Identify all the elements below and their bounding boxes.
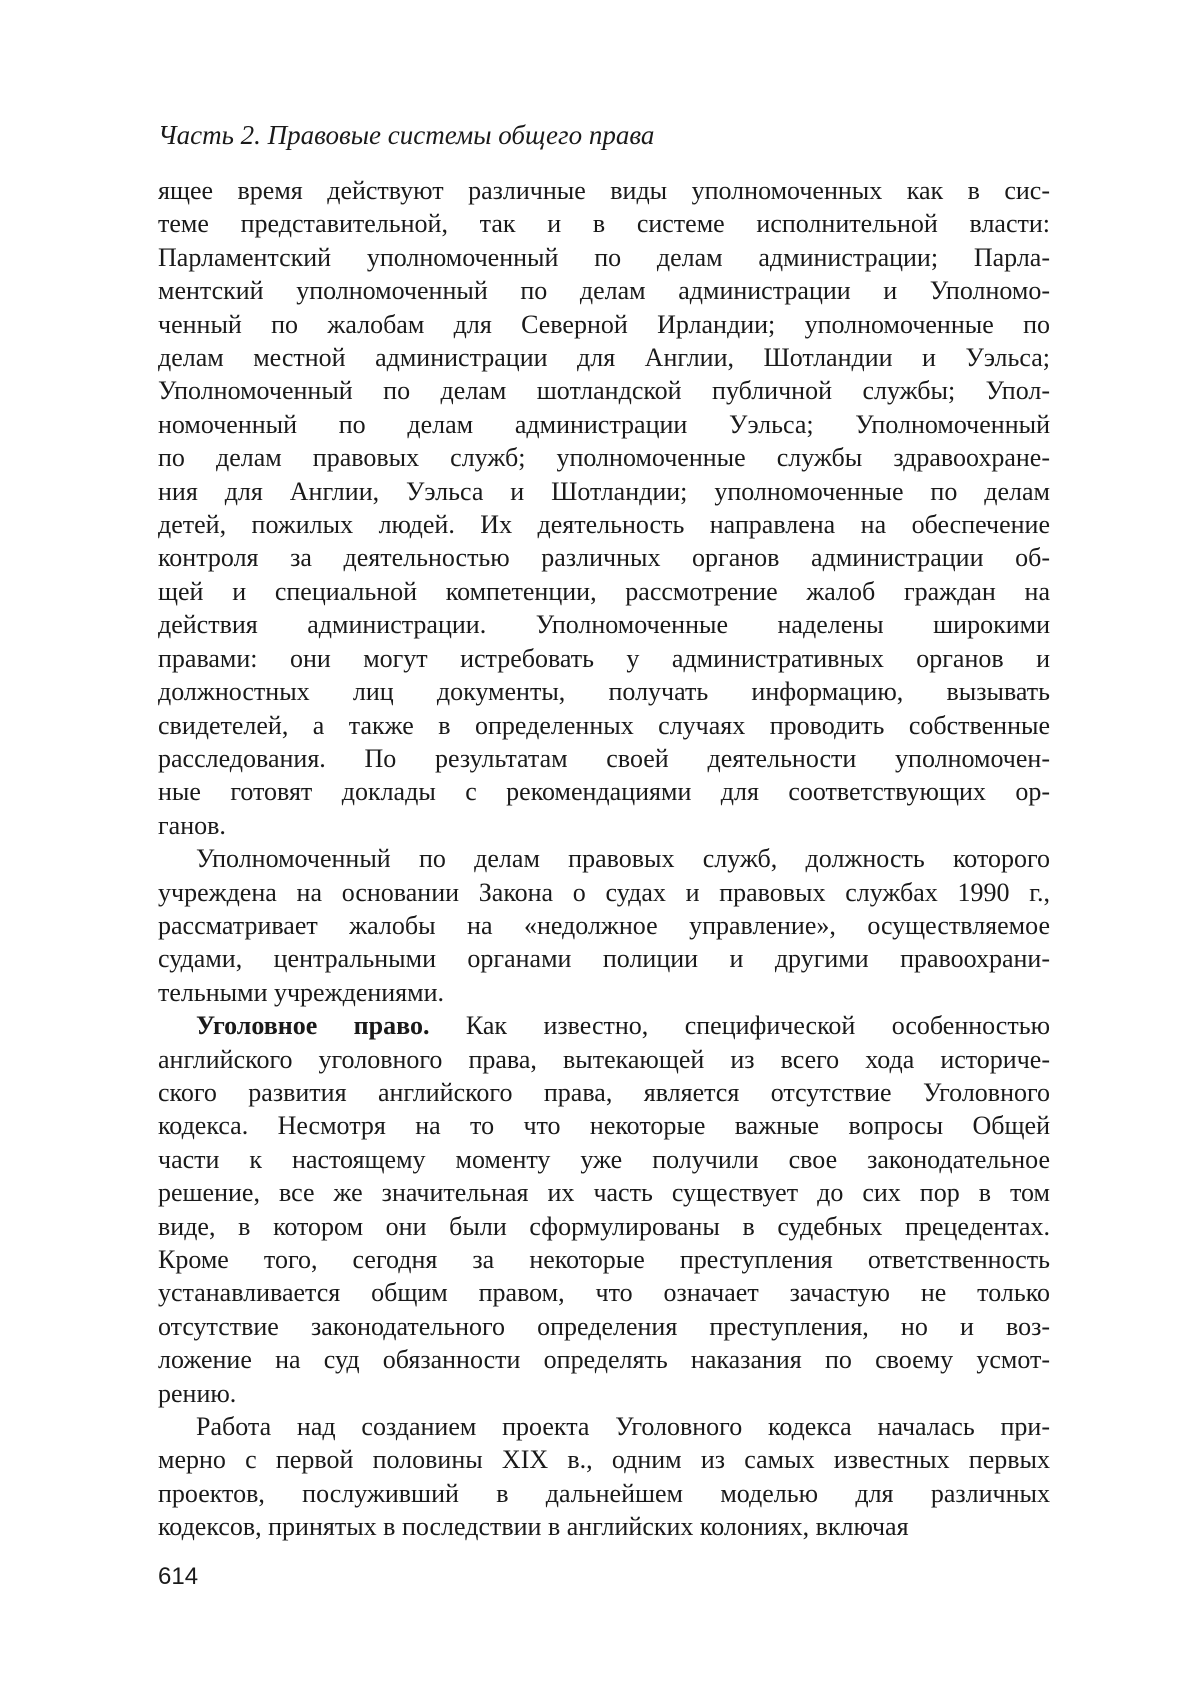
text-line: Кроме того, сегодня за некоторые преступления ответственность: [158, 1245, 1050, 1274]
section-heading: Уголовное право.: [196, 1011, 430, 1041]
text-line: щей и специальной компетенции, рассмотрение жалоб граждан на: [158, 576, 1050, 606]
text-line: Уполномоченный по делам правовых служб, должность которого: [196, 844, 1050, 874]
text-line: по делам правовых служб; уполномоченные службы здравоохране-: [158, 443, 1050, 473]
paragraph: [158, 1009, 1050, 1410]
text-line: ящее время действуют различные виды уполномоченных как в сис-: [158, 176, 1050, 205]
text-line: части к настоящему моменту уже получили свое законодательное: [158, 1144, 1050, 1174]
text-line: ментский уполномоченный по делам администрации и Уполномо-: [158, 276, 1050, 306]
page-number: 614: [158, 1563, 199, 1590]
book-page: [158, 0, 1050, 1699]
text-line: рассматривает жалобы на «недолжное управление», осуществляемое: [158, 910, 1050, 940]
text-line: должностных лиц документы, получать информацию, вызывать: [158, 677, 1050, 707]
text-line: ченный по жалобам для Северной Ирландии; уполномоченные по: [158, 309, 1050, 339]
text-line: отсутствие законодательного определения преступления, но и воз-: [158, 1311, 1050, 1341]
text-line: свидетелей, а также в определенных случаях проводить собственные: [158, 710, 1050, 740]
text-line: действия администрации. Уполномоченные наделены широкими: [158, 610, 1050, 640]
text-line: теме представительной, так и в системе исполнительной власти:: [158, 209, 1050, 239]
text-line: мерно с первой половины XIX в., одним из самых известных первых: [158, 1445, 1050, 1475]
text-line: ганов.: [158, 810, 226, 840]
text-line: устанавливается общим правом, что означает зачастую не только: [158, 1278, 1050, 1308]
text-line: расследования. По результатам своей деятельности уполномочен-: [158, 743, 1050, 773]
text-line: номоченный по делам администрации Уэльса; Уполномоченный: [158, 409, 1050, 439]
paragraph: [158, 1410, 1050, 1544]
text-line: ложение на суд обязанности определять наказания по своему усмот-: [158, 1345, 1050, 1375]
paragraph: [158, 842, 1050, 1009]
text-line: кодексов, принятых в последствии в английских колониях, включая: [158, 1512, 909, 1542]
text-line: контроля за деятельностью различных органов администрации об-: [158, 543, 1050, 573]
text-line: Уполномоченный по делам шотландской публичной службы; Упол-: [158, 376, 1050, 406]
text-line: английского уголовного права, вытекающей из всего хода историче-: [158, 1044, 1050, 1074]
text-line: Работа над созданием проекта Уголовного кодекса началась при-: [196, 1412, 1050, 1442]
text-line: детей, пожилых людей. Их деятельность направлена на обеспечение: [158, 510, 1050, 540]
text-line: виде, в котором они были сформулированы в судебных прецедентах.: [158, 1211, 1050, 1241]
running-header: Часть 2. Правовые системы общего права: [158, 120, 655, 150]
text-line: правами: они могут истребовать у административных органов и: [158, 643, 1050, 673]
text-line: Парламентский уполномоченный по делам администрации; Парла-: [158, 242, 1050, 272]
text-line: учреждена на основании Закона о судах и правовых службах 1990 г.,: [158, 877, 1050, 907]
text-line: рению.: [158, 1378, 237, 1408]
text-line: ния для Англии, Уэльса и Шотландии; уполномоченные по делам: [158, 476, 1050, 506]
paragraph: [158, 174, 1050, 842]
text-line: тельными учреждениями.: [158, 977, 444, 1007]
text-line: проектов, послуживший в дальнейшем моделью для различных: [158, 1478, 1050, 1508]
text-line: решение, все же значительная их часть существует до сих пор в том: [158, 1178, 1050, 1208]
text-line: кодекса. Несмотря на то что некоторые важные вопросы Общей: [158, 1111, 1050, 1141]
text-line: ского развития английского права, является отсутствие Уголовного: [158, 1077, 1050, 1107]
text-line: судами, центральными органами полиции и другими правоохрани-: [158, 944, 1050, 974]
text-line: ные готовят доклады с рекомендациями для соответствующих ор-: [158, 777, 1050, 807]
body-text: [158, 174, 1050, 1544]
text-line-content: Как известно, специфической особенностью: [429, 1011, 1050, 1041]
text-line: [158, 1009, 1050, 1042]
text-line: делам местной администрации для Англии, Шотландии и Уэльса;: [158, 343, 1050, 373]
